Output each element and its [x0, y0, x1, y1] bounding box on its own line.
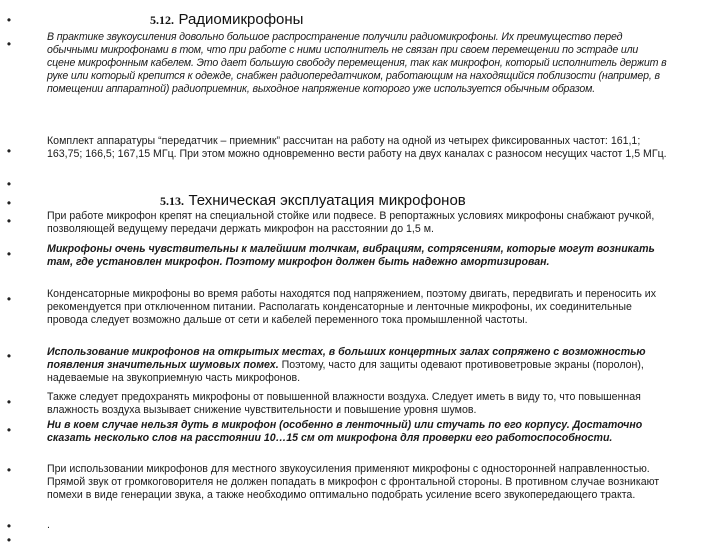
- section-heading: [150, 11, 303, 29]
- bullet: •: [6, 144, 12, 158]
- section-title: Радиомикрофоны: [178, 11, 304, 28]
- bullet: •: [6, 247, 12, 261]
- paragraph-mounting: При работе микрофон крепят на специальной стойке или подвесе. В репортажных условиях микрофоны снабжают ручкой, позволяющей ведущему передачи держать микрофон на расстоянии до 1,5 м.: [47, 210, 655, 235]
- section-heading: [160, 192, 466, 210]
- bullet: •: [6, 423, 12, 437]
- bullet: •: [6, 395, 12, 409]
- bullet: •: [6, 533, 12, 547]
- section-number: 5.12.: [150, 13, 174, 27]
- bullet: •: [6, 292, 12, 306]
- paragraph-do-not-blow: Ни в коем случае нельзя дуть в микрофон (особенно в ленточный) или стучать по его корпусу. Достаточно сказать несколько слов на расстоянии 10…15 см от микрофона для проверки его работоспособности.: [47, 419, 643, 444]
- paragraph-vibration-warning: Микрофоны очень чувствительны к малейшим толчкам, вибрациям, сотрясениям, которые могут возникать там, где установлен микрофон. Поэтому микрофон должен быть надежно амортизирован.: [47, 243, 655, 268]
- paragraph-trailing-dot: .: [47, 519, 50, 531]
- outdoor-noise-emphasis: Использование микрофонов на открытых местах, в больших концертных залах сопряжено с возможностью появления значительных шумовых помех.: [47, 346, 646, 371]
- paragraph-local-reinforcement: При использовании микрофонов для местного звукоусиления применяют микрофоны с односторонней направленностью. Прямой звук от громкоговорителя не должен попадать в микрофон с фронтальной стороны. В противном случае возникают помехи в виде генерации звука, а также необходимо оптимально подобрать усиление всего звукопередающего тракта.: [47, 463, 660, 501]
- bullet: •: [6, 214, 12, 228]
- bullet: •: [6, 177, 12, 191]
- bullet: •: [6, 196, 12, 210]
- bullet: •: [6, 519, 12, 533]
- paragraph-outdoor-noise: [47, 346, 669, 385]
- outdoor-noise-text: Поэтому, часто для защиты одевают противоветровые экраны (поролон), надеваемые на звукоприемную часть микрофонов.: [47, 358, 644, 384]
- bullet: •: [6, 37, 12, 51]
- paragraph-radiomicrophones-intro: В практике звукоусиления довольно большое распространение получили радиомикрофоны. Их преимущество перед обычными микрофонами в том, что при работе с ними исполнитель не связан при своем перемещении по эстраде или сцене микрофонным кабелем. Это дает большую свободу перемещения, так как микрофон, который исполнитель держит в руке или который крепится к одежде, снабжен радиопередатчиком, работающим на находящийся поблизости (например, в помещении аппаратной) радиоприемник, выходное напряжение которого уже используется обычным образом.: [47, 31, 667, 95]
- bullet: •: [6, 349, 12, 363]
- section-title: Техническая эксплуатация микрофонов: [188, 192, 466, 209]
- bullet: •: [6, 463, 12, 477]
- paragraph-condenser-mics: Конденсаторные микрофоны во время работы находятся под напряжением, поэтому двигать, передвигать и переносить их рекомендуется при отключенном питании. Располагать конденсаторные и ленточные микрофоны, их соединительные провода следует возможно дальше от сети и кабелей переменного тока промышленной частоты.: [47, 288, 657, 326]
- bullet: •: [6, 13, 12, 27]
- paragraph-humidity: Также следует предохранять микрофоны от повышенной влажности воздуха. Следует иметь в виду то, что повышенная влажность воздуха вызывает снижение чувствительности и повышение уровня шумов.: [47, 391, 641, 416]
- section-number: 5.13.: [160, 194, 184, 208]
- paragraph-frequencies: Комплект аппаратуры “передатчик – приемник” рассчитан на работу на одной из четырех фиксированных частот: 161,1; 163,75; 166,5; 167,15 МГц. При этом можно одновременно вести работу на двух каналах с разносом несущих частот 1,5 МГц.: [47, 135, 667, 160]
